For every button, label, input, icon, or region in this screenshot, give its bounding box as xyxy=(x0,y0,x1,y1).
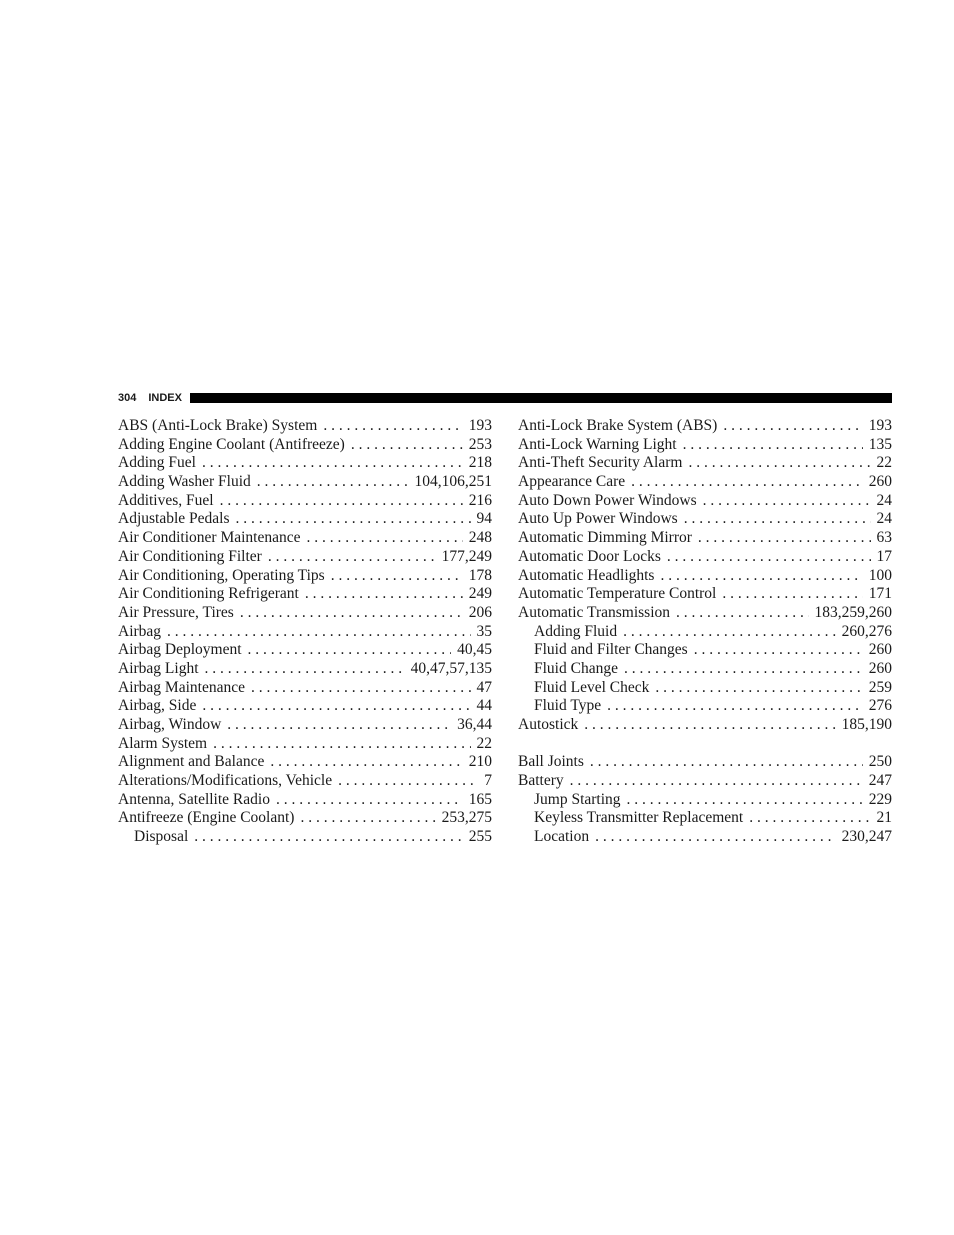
index-page-refs: 17 xyxy=(876,547,892,565)
index-page-refs: 260 xyxy=(868,473,892,491)
index-term: Auto Up Power Windows xyxy=(518,510,678,528)
index-entry xyxy=(518,436,892,455)
index-subentry xyxy=(518,660,892,679)
index-entry xyxy=(118,735,492,754)
index-term: Jump Starting xyxy=(534,790,621,808)
index-term: Location xyxy=(534,828,590,846)
dot-leader xyxy=(307,529,463,548)
dot-leader xyxy=(270,753,462,772)
dot-leader xyxy=(624,660,863,679)
index-page-refs: 21 xyxy=(876,809,892,827)
index-term: Disposal xyxy=(134,828,189,846)
dot-leader xyxy=(323,417,462,436)
index-term: Airbag, Side xyxy=(118,697,197,715)
dot-leader xyxy=(607,697,863,716)
index-spacer xyxy=(518,735,892,754)
index-term: Anti-Lock Brake System (ABS) xyxy=(518,417,718,434)
dot-leader xyxy=(676,604,808,623)
dot-leader xyxy=(268,548,436,567)
dot-leader xyxy=(694,641,863,660)
index-page-refs: 44 xyxy=(476,697,492,715)
index-term: Battery xyxy=(518,772,564,790)
index-page-refs: 178 xyxy=(468,566,492,584)
index-page-refs: 40,47,57,135 xyxy=(410,659,492,677)
index-term: ABS (Anti-Lock Brake) System xyxy=(118,417,318,434)
dot-leader xyxy=(305,585,463,604)
index-entry xyxy=(518,510,892,529)
index-entry xyxy=(118,679,492,698)
index-term: Automatic Transmission xyxy=(518,603,671,621)
index-term: Automatic Headlights xyxy=(518,566,655,584)
dot-leader xyxy=(202,454,463,473)
index-page-refs: 260,276 xyxy=(841,622,892,640)
index-entry xyxy=(118,660,492,679)
dot-leader xyxy=(655,679,862,698)
index-page-refs: 7 xyxy=(484,772,492,790)
index-page-refs: 24 xyxy=(876,510,892,528)
index-entry xyxy=(118,623,492,642)
index-subentry xyxy=(518,828,892,847)
index-entry xyxy=(118,753,492,772)
index-page-refs: 193 xyxy=(868,417,892,434)
index-term: Auto Down Power Windows xyxy=(518,491,697,509)
index-term: Alignment and Balance xyxy=(118,753,265,771)
index-page-refs: 193 xyxy=(468,417,492,434)
dot-leader xyxy=(240,604,463,623)
dot-leader xyxy=(248,641,452,660)
dot-leader xyxy=(338,772,478,791)
index-term: Air Conditioner Maintenance xyxy=(118,529,301,547)
index-page-refs: 35 xyxy=(476,622,492,640)
index-entry xyxy=(118,716,492,735)
dot-leader xyxy=(584,716,835,735)
dot-leader xyxy=(688,454,870,473)
index-term: Autostick xyxy=(518,716,579,733)
index-term: Fluid and Filter Changes xyxy=(534,641,688,659)
index-page-refs: 183,259,260 xyxy=(814,603,892,621)
index-entry xyxy=(118,641,492,660)
index-term: Adjustable Pedals xyxy=(118,510,230,528)
index-subentry xyxy=(518,679,892,698)
index-entry xyxy=(518,454,892,473)
index-page-refs: 94 xyxy=(476,510,492,528)
index-page-refs: 24 xyxy=(876,491,892,509)
dot-leader xyxy=(351,436,463,455)
index-term: Additives, Fuel xyxy=(118,491,214,509)
index-term: Fluid Change xyxy=(534,659,618,677)
index-page-refs: 260 xyxy=(868,659,892,677)
index-entry xyxy=(518,529,892,548)
dot-leader xyxy=(202,697,470,716)
index-page-refs: 22 xyxy=(476,734,492,752)
index-subentry xyxy=(518,697,892,716)
index-term: Air Conditioning Refrigerant xyxy=(118,585,299,603)
page-header xyxy=(118,390,892,406)
index-term: Adding Washer Fluid xyxy=(118,473,251,491)
index-term: Adding Fuel xyxy=(118,454,196,472)
dot-leader xyxy=(257,473,409,492)
index-page-refs: 185,190 xyxy=(841,716,892,733)
dot-leader xyxy=(194,828,463,847)
index-term: Airbag Deployment xyxy=(118,641,242,659)
dot-leader xyxy=(570,772,863,791)
dot-leader xyxy=(590,753,863,772)
index-term: Airbag Maintenance xyxy=(118,678,245,696)
index-term: Airbag Light xyxy=(118,659,199,677)
index-term: Antifreeze (Engine Coolant) xyxy=(118,809,295,827)
index-subentry xyxy=(118,828,492,847)
index-entry xyxy=(118,697,492,716)
index-term: Adding Fluid xyxy=(534,622,618,640)
dot-leader xyxy=(236,510,471,529)
page-number: 304 xyxy=(118,392,137,404)
index-entry xyxy=(518,417,892,436)
index-page-refs: 259 xyxy=(868,678,892,696)
index-entry xyxy=(118,604,492,623)
dot-leader xyxy=(276,791,463,810)
index-page-refs: 100 xyxy=(868,566,892,584)
index-entry xyxy=(118,791,492,810)
dot-leader xyxy=(698,529,871,548)
index-page-refs: 36,44 xyxy=(457,716,492,733)
index-entry xyxy=(518,753,892,772)
index-page-refs: 218 xyxy=(468,454,492,472)
index-column-right xyxy=(518,417,892,847)
index-term: Airbag, Window xyxy=(118,716,222,733)
index-subentry xyxy=(518,809,892,828)
index-term: Ball Joints xyxy=(518,753,584,771)
index-page-refs: 135 xyxy=(868,435,892,453)
index-term: Appearance Care xyxy=(518,473,626,491)
index-subentry xyxy=(518,641,892,660)
dot-leader xyxy=(722,585,862,604)
index-page-refs: 171 xyxy=(868,585,892,603)
index-entry xyxy=(518,473,892,492)
index-page-refs: 276 xyxy=(868,697,892,715)
index-page-refs: 22 xyxy=(876,454,892,472)
index-page-refs: 247 xyxy=(868,772,892,790)
index-page-refs: 165 xyxy=(468,790,492,808)
index-entry xyxy=(518,492,892,511)
index-term: Fluid Type xyxy=(534,697,602,715)
index-term: Automatic Temperature Control xyxy=(518,585,717,603)
dot-leader xyxy=(627,791,863,810)
index-page-refs: 104,106,251 xyxy=(414,473,492,491)
dot-leader xyxy=(220,492,463,511)
index-term: Automatic Door Locks xyxy=(518,547,661,565)
index-entry xyxy=(518,585,892,604)
index-term: Airbag xyxy=(118,622,162,640)
index-term: Fluid Level Check xyxy=(534,678,650,696)
index-page-refs: 177,249 xyxy=(441,547,492,565)
index-page-refs: 206 xyxy=(468,603,492,621)
index-term: Air Pressure, Tires xyxy=(118,603,234,621)
section-title: INDEX xyxy=(148,392,182,404)
index-page-refs: 230,247 xyxy=(841,828,892,846)
index-term: Air Conditioning, Operating Tips xyxy=(118,566,325,584)
index-entry xyxy=(518,567,892,586)
index-page-refs: 260 xyxy=(868,641,892,659)
header-rule-bar xyxy=(190,393,892,403)
index-column-left xyxy=(118,417,492,847)
index-entry xyxy=(118,567,492,586)
index-entry xyxy=(118,492,492,511)
dot-leader xyxy=(205,660,405,679)
dot-leader xyxy=(660,567,862,586)
index-page-refs: 63 xyxy=(876,529,892,547)
index-entry xyxy=(118,454,492,473)
index-entry xyxy=(118,548,492,567)
index-page-refs: 248 xyxy=(468,529,492,547)
dot-leader xyxy=(595,828,836,847)
index-subentry xyxy=(518,791,892,810)
dot-leader xyxy=(227,716,451,735)
index-entry xyxy=(518,716,892,735)
dot-leader xyxy=(723,417,862,436)
dot-leader xyxy=(683,436,863,455)
index-term: Antenna, Satellite Radio xyxy=(118,790,270,808)
index-entry xyxy=(118,809,492,828)
index-page-refs: 210 xyxy=(468,753,492,771)
index-entry xyxy=(118,417,492,436)
index-term: Anti-Theft Security Alarm xyxy=(518,454,683,472)
index-term: Air Conditioning Filter xyxy=(118,547,262,565)
dot-leader xyxy=(300,809,435,828)
index-subentry xyxy=(518,623,892,642)
index-entry xyxy=(118,510,492,529)
dot-leader xyxy=(749,809,870,828)
dot-leader xyxy=(631,473,863,492)
index-entry xyxy=(118,529,492,548)
index-page-refs: 40,45 xyxy=(457,641,492,659)
index-term: Adding Engine Coolant (Antifreeze) xyxy=(118,435,345,453)
dot-leader xyxy=(684,510,871,529)
index-entry xyxy=(518,548,892,567)
index-entry xyxy=(118,585,492,604)
index-term: Keyless Transmitter Replacement xyxy=(534,809,744,827)
index-term: Anti-Lock Warning Light xyxy=(518,435,677,453)
index-page-refs: 253 xyxy=(468,435,492,453)
dot-leader xyxy=(331,567,463,586)
dot-leader xyxy=(167,623,470,642)
index-page-refs: 249 xyxy=(468,585,492,603)
index-entry xyxy=(518,604,892,623)
index-page-refs: 250 xyxy=(868,753,892,771)
index-term: Alarm System xyxy=(118,734,208,752)
dot-leader xyxy=(703,492,871,511)
index-page-refs: 253,275 xyxy=(441,809,492,827)
index-page-refs: 47 xyxy=(476,678,492,696)
index-term: Automatic Dimming Mirror xyxy=(518,529,692,547)
index-term: Alterations/Modifications, Vehicle xyxy=(118,772,333,790)
index-page-refs: 216 xyxy=(468,491,492,509)
index-entry xyxy=(118,436,492,455)
dot-leader xyxy=(623,623,836,642)
dot-leader xyxy=(251,679,471,698)
index-page-refs: 255 xyxy=(468,828,492,846)
index-page-refs: 229 xyxy=(868,790,892,808)
index-entry xyxy=(518,772,892,791)
index-entry xyxy=(118,772,492,791)
dot-leader xyxy=(667,548,871,567)
index-entry xyxy=(118,473,492,492)
dot-leader xyxy=(213,735,470,754)
